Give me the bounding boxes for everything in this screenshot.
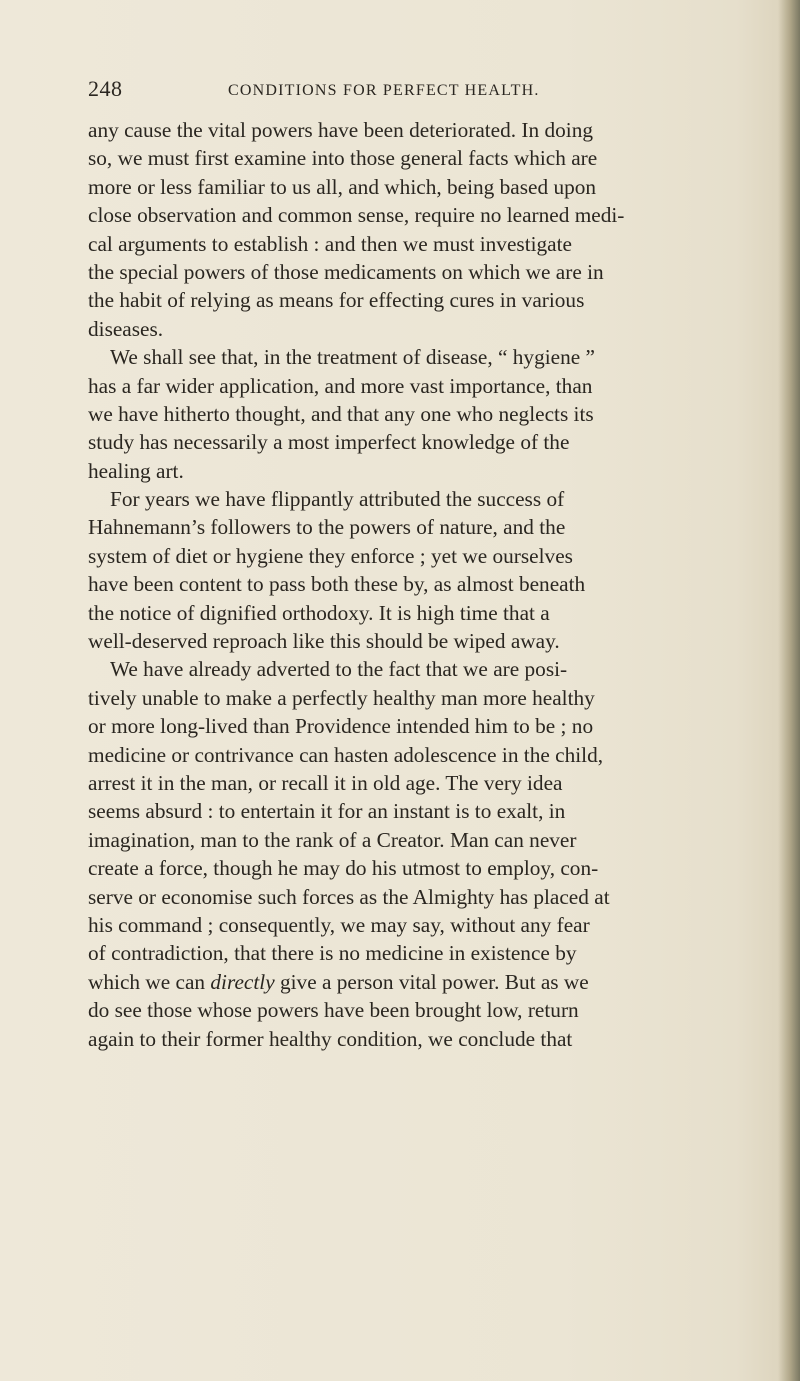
text-line: so, we must first examine into those general facts which are bbox=[88, 146, 598, 171]
text-line: the notice of dignified orthodoxy. It is high time that a bbox=[88, 600, 550, 625]
text-line: do see those whose powers have been brought low, return bbox=[88, 998, 579, 1023]
text-line: again to their former healthy condition, we conclude that bbox=[88, 1026, 573, 1051]
text-line: seems absurd : to entertain it for an instant is to exalt, in bbox=[88, 799, 566, 824]
text-line: imagination, man to the rank of a Creator. Man can never bbox=[88, 827, 577, 852]
body-text bbox=[88, 116, 768, 1053]
text-line: any cause the vital powers have been deteriorated. In doing bbox=[88, 118, 594, 142]
text-line: the habit of relying as means for effecting cures in various bbox=[88, 288, 585, 313]
page-binding-edge bbox=[778, 0, 800, 1381]
text-line: tively unable to make a perfectly healthy man more healthy bbox=[88, 685, 595, 710]
paragraph-start-line: We have already adverted to the fact that we are posi- bbox=[110, 657, 568, 682]
text-line-with-italic bbox=[88, 968, 768, 996]
text-line: cal arguments to establish : and then we must investigate bbox=[88, 231, 573, 256]
page-header bbox=[88, 76, 738, 106]
text-line: Hahnemann’s followers to the powers of nature, and the bbox=[88, 515, 566, 540]
text-line: arrest it in the man, or recall it in old age. The very idea bbox=[88, 770, 563, 795]
text-segment: which we can bbox=[88, 969, 211, 994]
text-line: close observation and common sense, require no learned medi- bbox=[88, 203, 625, 228]
text-line: well-deserved reproach like this should be wiped away. bbox=[88, 629, 560, 654]
italic-emphasis: directly bbox=[210, 969, 275, 994]
text-line: has a far wider application, and more vast importance, than bbox=[88, 373, 593, 398]
text-line: his command ; consequently, we may say, without any fear bbox=[88, 912, 590, 937]
text-line: have been content to pass both these by, as almost beneath bbox=[88, 572, 586, 597]
paragraph-start-line: We shall see that, in the treatment of disease, “ hygiene ” bbox=[110, 345, 595, 370]
text-line: serve or economise such forces as the Almighty has placed at bbox=[88, 884, 610, 909]
text-segment: give a person vital power. But as we bbox=[274, 969, 589, 994]
paragraph-start-line: For years we have flippantly attributed the success of bbox=[110, 487, 565, 512]
text-line: more or less familiar to us all, and which, being based upon bbox=[88, 174, 597, 199]
text-line: medicine or contrivance can hasten adolescence in the child, bbox=[88, 742, 604, 767]
text-line: create a force, though he may do his utmost to employ, con- bbox=[88, 856, 599, 881]
text-line: system of diet or hygiene they enforce ; yet we ourselves bbox=[88, 543, 573, 568]
page-number: 248 bbox=[88, 76, 123, 101]
running-title: CONDITIONS FOR PERFECT HEALTH. bbox=[228, 82, 540, 99]
text-line: study has necessarily a most imperfect knowledge of the bbox=[88, 430, 570, 455]
text-line: we have hitherto thought, and that any one who neglects its bbox=[88, 401, 594, 426]
text-line: of contradiction, that there is no medicine in existence by bbox=[88, 941, 577, 966]
text-line: healing art. bbox=[88, 458, 184, 483]
text-line: diseases. bbox=[88, 316, 164, 341]
text-line: the special powers of those medicaments on which we are in bbox=[88, 259, 604, 284]
text-line: or more long-lived than Providence intended him to be ; no bbox=[88, 714, 594, 739]
